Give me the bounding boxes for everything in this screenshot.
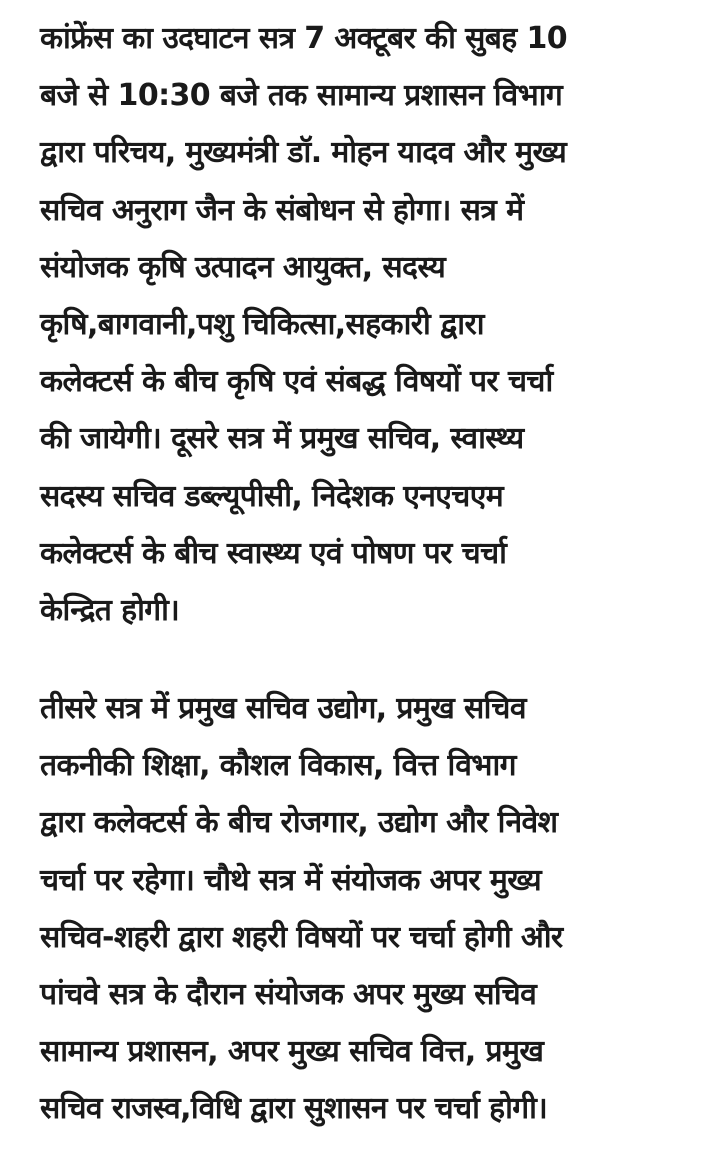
text-line: द्वारा परिचय, मुख्यमंत्री डॉ. मोहन यादव और मुख्य [40, 135, 567, 171]
text-line: बजे से 10:30 बजे तक सामान्य प्रशासन विभाग [40, 78, 563, 114]
text-line: कृषि,बागवानी,पशु चिकित्सा,सहकारी द्वारा [40, 306, 484, 342]
paragraph-2 [40, 680, 700, 1138]
text-line: संयोजक कृषि उत्पादन आयुक्त, सदस्य [40, 249, 446, 285]
text-line: द्वारा कलेक्टर्स के बीच रोजगार, उद्योग और निवेश [40, 805, 558, 841]
text-line: की जायेगी। दूसरे सत्र में प्रमुख सचिव, स्वास्थ्य [40, 421, 524, 457]
text-line: सदस्य सचिव डब्ल्यूपीसी, निदेशक एनएचएम [40, 478, 504, 514]
text-line: सचिव-शहरी द्वारा शहरी विषयों पर चर्चा होगी और [40, 919, 563, 955]
text-line: पांचवे सत्र के दौरान संयोजक अपर मुख्य सचिव [40, 977, 537, 1012]
text-line: सचिव राजस्व,विधि द्वारा सुशासन पर चर्चा होगी। [40, 1091, 548, 1127]
text-line: केन्द्रित होगी। [40, 592, 180, 628]
text-line: कलेक्टर्स के बीच कृषि एवं संबद्ध विषयों पर चर्चा [40, 364, 553, 400]
text-line: कलेक्टर्स के बीच स्वास्थ्य एवं पोषण पर चर्चा [40, 535, 507, 571]
text-line: तीसरे सत्र में प्रमुख सचिव उद्योग, प्रमुख सचिव [40, 691, 526, 727]
paragraph-gap [40, 639, 700, 680]
text-line: चर्चा पर रहेगा। चौथे सत्र में संयोजक अपर मुख्य [40, 862, 542, 898]
text-line: कांफ्रेंस का उदघाटन सत्र 7 अक्टूबर की सुबह 10 [40, 21, 568, 56]
text-line: सामान्य प्रशासन, अपर मुख्य सचिव वित्त, प्रमुख [40, 1034, 544, 1070]
text-line: सचिव अनुराग जैन के संबोधन से होगा। सत्र में [40, 192, 524, 228]
paragraph-1 [40, 10, 700, 639]
text-line: तकनीकी शिक्षा, कौशल विकास, वित्त विभाग [40, 748, 516, 784]
